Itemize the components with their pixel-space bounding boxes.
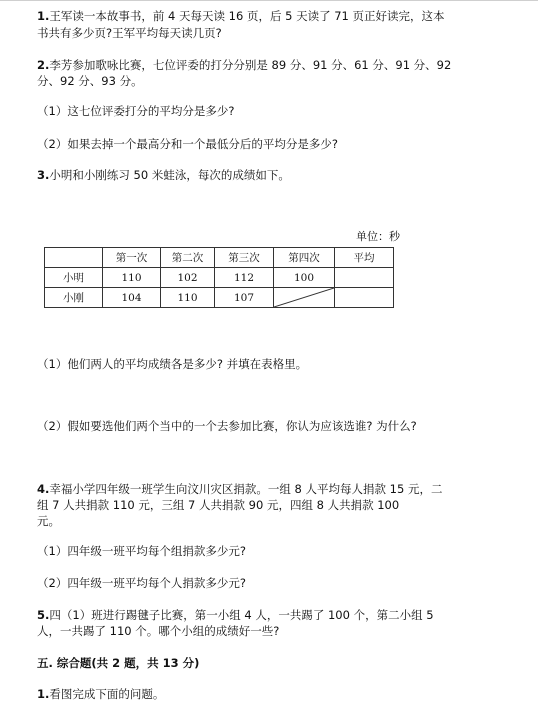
q5-line-1 xyxy=(37,607,434,623)
table-row xyxy=(45,268,394,288)
table-cell: 112 xyxy=(215,268,274,288)
table-cell: 小刚 xyxy=(45,288,103,308)
q4-sub-2: （2）四年级一班平均每个人捐款多少元? xyxy=(37,576,246,590)
table-header-cell xyxy=(45,248,103,268)
q1-text-1: 王军读一本故事书，前 4 天每天读 16 页，后 5 天读了 71 页正好读完，这本 xyxy=(49,9,445,23)
table-cell: 107 xyxy=(215,288,274,308)
q5-text-2: 人，一共踢了 110 个。哪个小组的成绩好一些? xyxy=(37,624,280,638)
q4-text-1: 幸福小学四年级一班学生向汶川灾区捐款。一组 8 人平均每人捐款 15 元，二 xyxy=(49,482,443,496)
q3-line-1 xyxy=(37,167,290,183)
q4-sub-1: （1）四年级一班平均每个组捐款多少元? xyxy=(37,544,246,558)
s1-number: 1. xyxy=(37,687,50,701)
q2-number: 2. xyxy=(37,58,50,72)
q2-text-2: 分、92 分、93 分。 xyxy=(37,74,143,88)
q3-sub-2: （2）假如要选他们两个当中的一个去参加比赛，你认为应该选谁? 为什么? xyxy=(37,419,417,433)
table-cell: 110 xyxy=(161,288,215,308)
q3-unit-label: 单位：秒 xyxy=(356,230,400,243)
q3-text-1: 小明和小刚练习 50 米蛙泳，每次的成绩如下。 xyxy=(49,168,290,182)
q2-text-1: 李芳参加歌咏比赛，七位评委的打分分别是 89 分、91 分、61 分、91 分、92 xyxy=(49,58,452,72)
table-cell xyxy=(335,268,394,288)
section-heading: 五. 综合题(共 2 题，共 13 分) xyxy=(37,656,200,670)
table-header-cell: 第四次 xyxy=(274,248,335,268)
diagonal-line-icon xyxy=(274,288,334,307)
q5-number: 5. xyxy=(37,608,50,622)
q3-number: 3. xyxy=(37,168,50,182)
table-header-cell: 第二次 xyxy=(161,248,215,268)
score-table xyxy=(44,247,394,308)
q2-line-1 xyxy=(37,57,451,73)
s1-line-1 xyxy=(37,686,164,702)
q4-number: 4. xyxy=(37,482,50,496)
q3-sub-1: （1）他们两人的平均成绩各是多少? 并填在表格里。 xyxy=(37,357,308,371)
table-cell: 110 xyxy=(103,268,161,288)
q4-text-3: 元。 xyxy=(37,514,60,528)
q1-line-1 xyxy=(37,8,445,24)
table-cell: 100 xyxy=(274,268,335,288)
table-cell: 104 xyxy=(103,288,161,308)
q4-text-2: 组 7 人共捐款 110 元，三组 7 人共捐款 90 元，四组 8 人共捐款 100 xyxy=(37,498,400,512)
top-divider xyxy=(0,0,538,1)
q2-sub-2: （2）如果去掉一个最高分和一个最低分后的平均分是多少? xyxy=(37,137,338,151)
table-cell xyxy=(335,288,394,308)
q2-sub-1: （1）这七位评委打分的平均分是多少? xyxy=(37,104,235,118)
table-header-cell: 平均 xyxy=(335,248,394,268)
q1-number: 1. xyxy=(37,9,50,23)
table-cell: 小明 xyxy=(45,268,103,288)
q5-text-1: 四（1）班进行踢毽子比赛，第一小组 4 人，一共踢了 100 个，第二小组 5 xyxy=(49,608,434,622)
table-row xyxy=(45,288,394,308)
s1-text-1: 看图完成下面的问题。 xyxy=(49,687,165,701)
table-cell: 102 xyxy=(161,268,215,288)
table-header-cell: 第一次 xyxy=(103,248,161,268)
table-header-row xyxy=(45,248,394,268)
table-cell-diagonal xyxy=(274,288,335,308)
q1-text-2: 书共有多少页?王军平均每天读几页? xyxy=(37,26,222,40)
table-header-cell: 第三次 xyxy=(215,248,274,268)
q4-line-1 xyxy=(37,481,442,497)
